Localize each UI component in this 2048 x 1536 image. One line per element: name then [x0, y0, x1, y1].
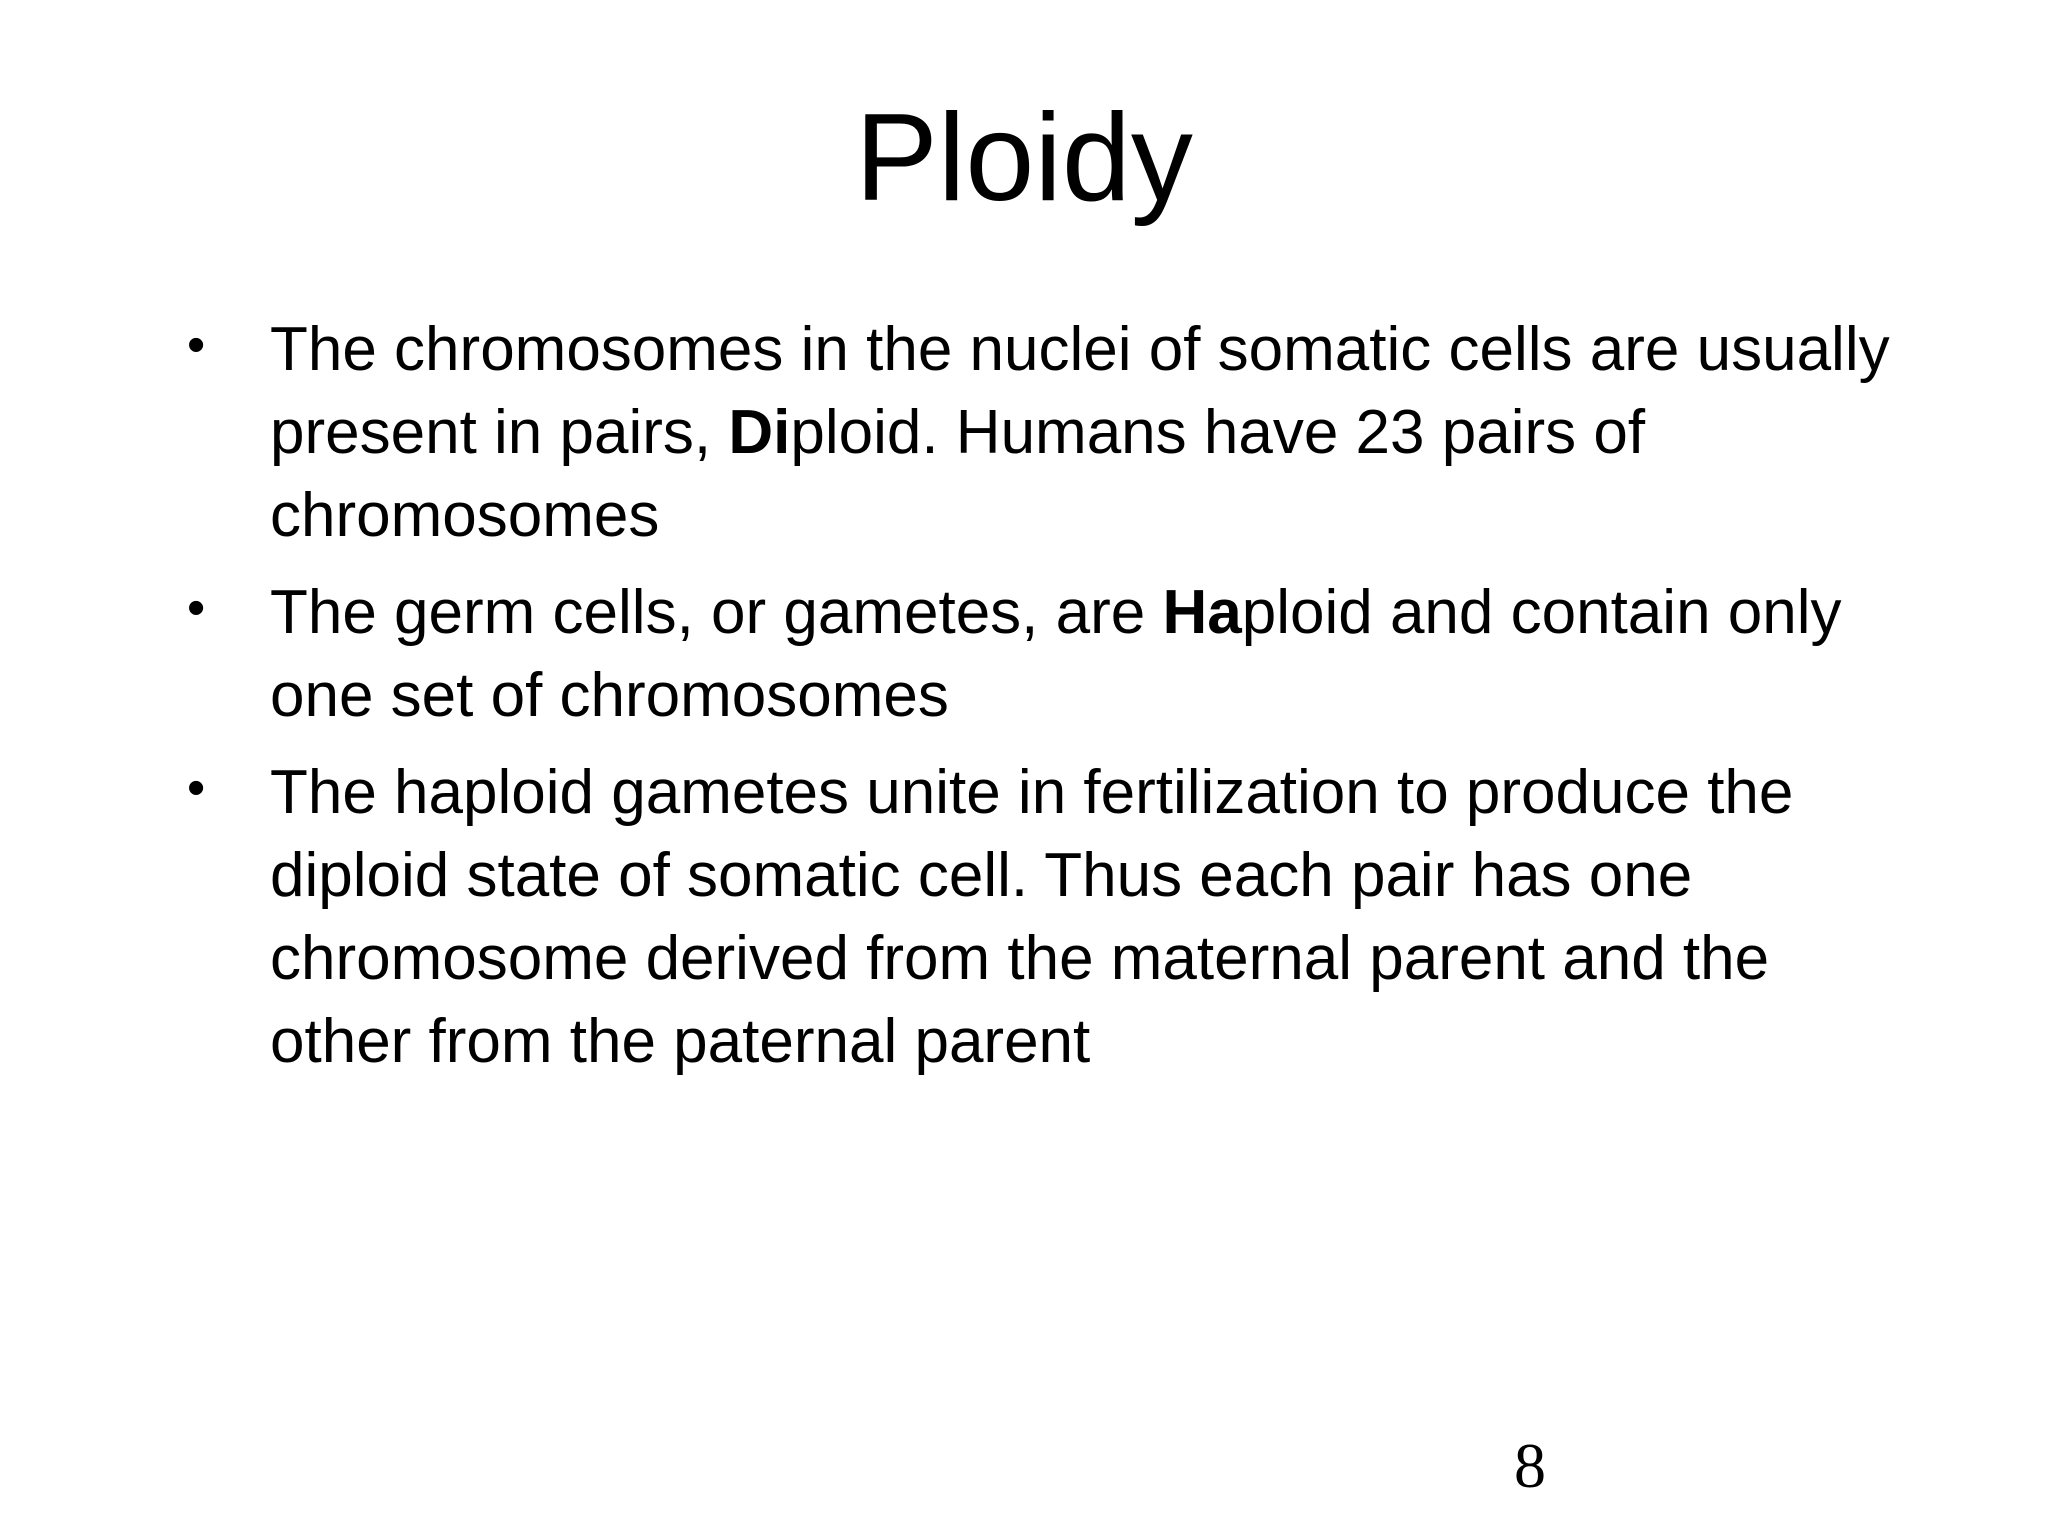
bullet-text-segment: The chromosomes in the nuclei of somatic cells are usually present in pairs, — [270, 315, 1890, 467]
bullet-text — [270, 578, 1842, 730]
bullet-item-fertilization — [185, 751, 1905, 1083]
bullet-dot-icon: • — [187, 316, 206, 374]
bullet-text — [270, 315, 1890, 550]
bullet-list — [185, 308, 1905, 1097]
bullet-item-haploid — [185, 571, 1905, 737]
bullet-dot-icon: • — [187, 759, 206, 817]
bullet-item-diploid — [185, 308, 1905, 557]
bullet-text-segment: ploid and contain only one set of chromosomes — [270, 578, 1842, 730]
bullet-text-segment: The germ cells, or gametes, are — [270, 578, 1163, 647]
bullet-emphasis-haploid: Ha — [1162, 578, 1242, 647]
bullet-text: The haploid gametes unite in fertilization to produce the diploid state of somatic cell. Thus each pair has one chromosome derived from the maternal parent and the other from the paternal parent — [270, 758, 1794, 1076]
bullet-dot-icon: • — [187, 579, 206, 637]
bullet-text-segment: ploid. Humans have 23 pairs of chromosomes — [270, 398, 1646, 550]
bullet-emphasis-diploid: Di — [728, 398, 791, 467]
slide-title: Ploidy — [855, 89, 1193, 227]
page-number: 8 — [1514, 1430, 1546, 1501]
